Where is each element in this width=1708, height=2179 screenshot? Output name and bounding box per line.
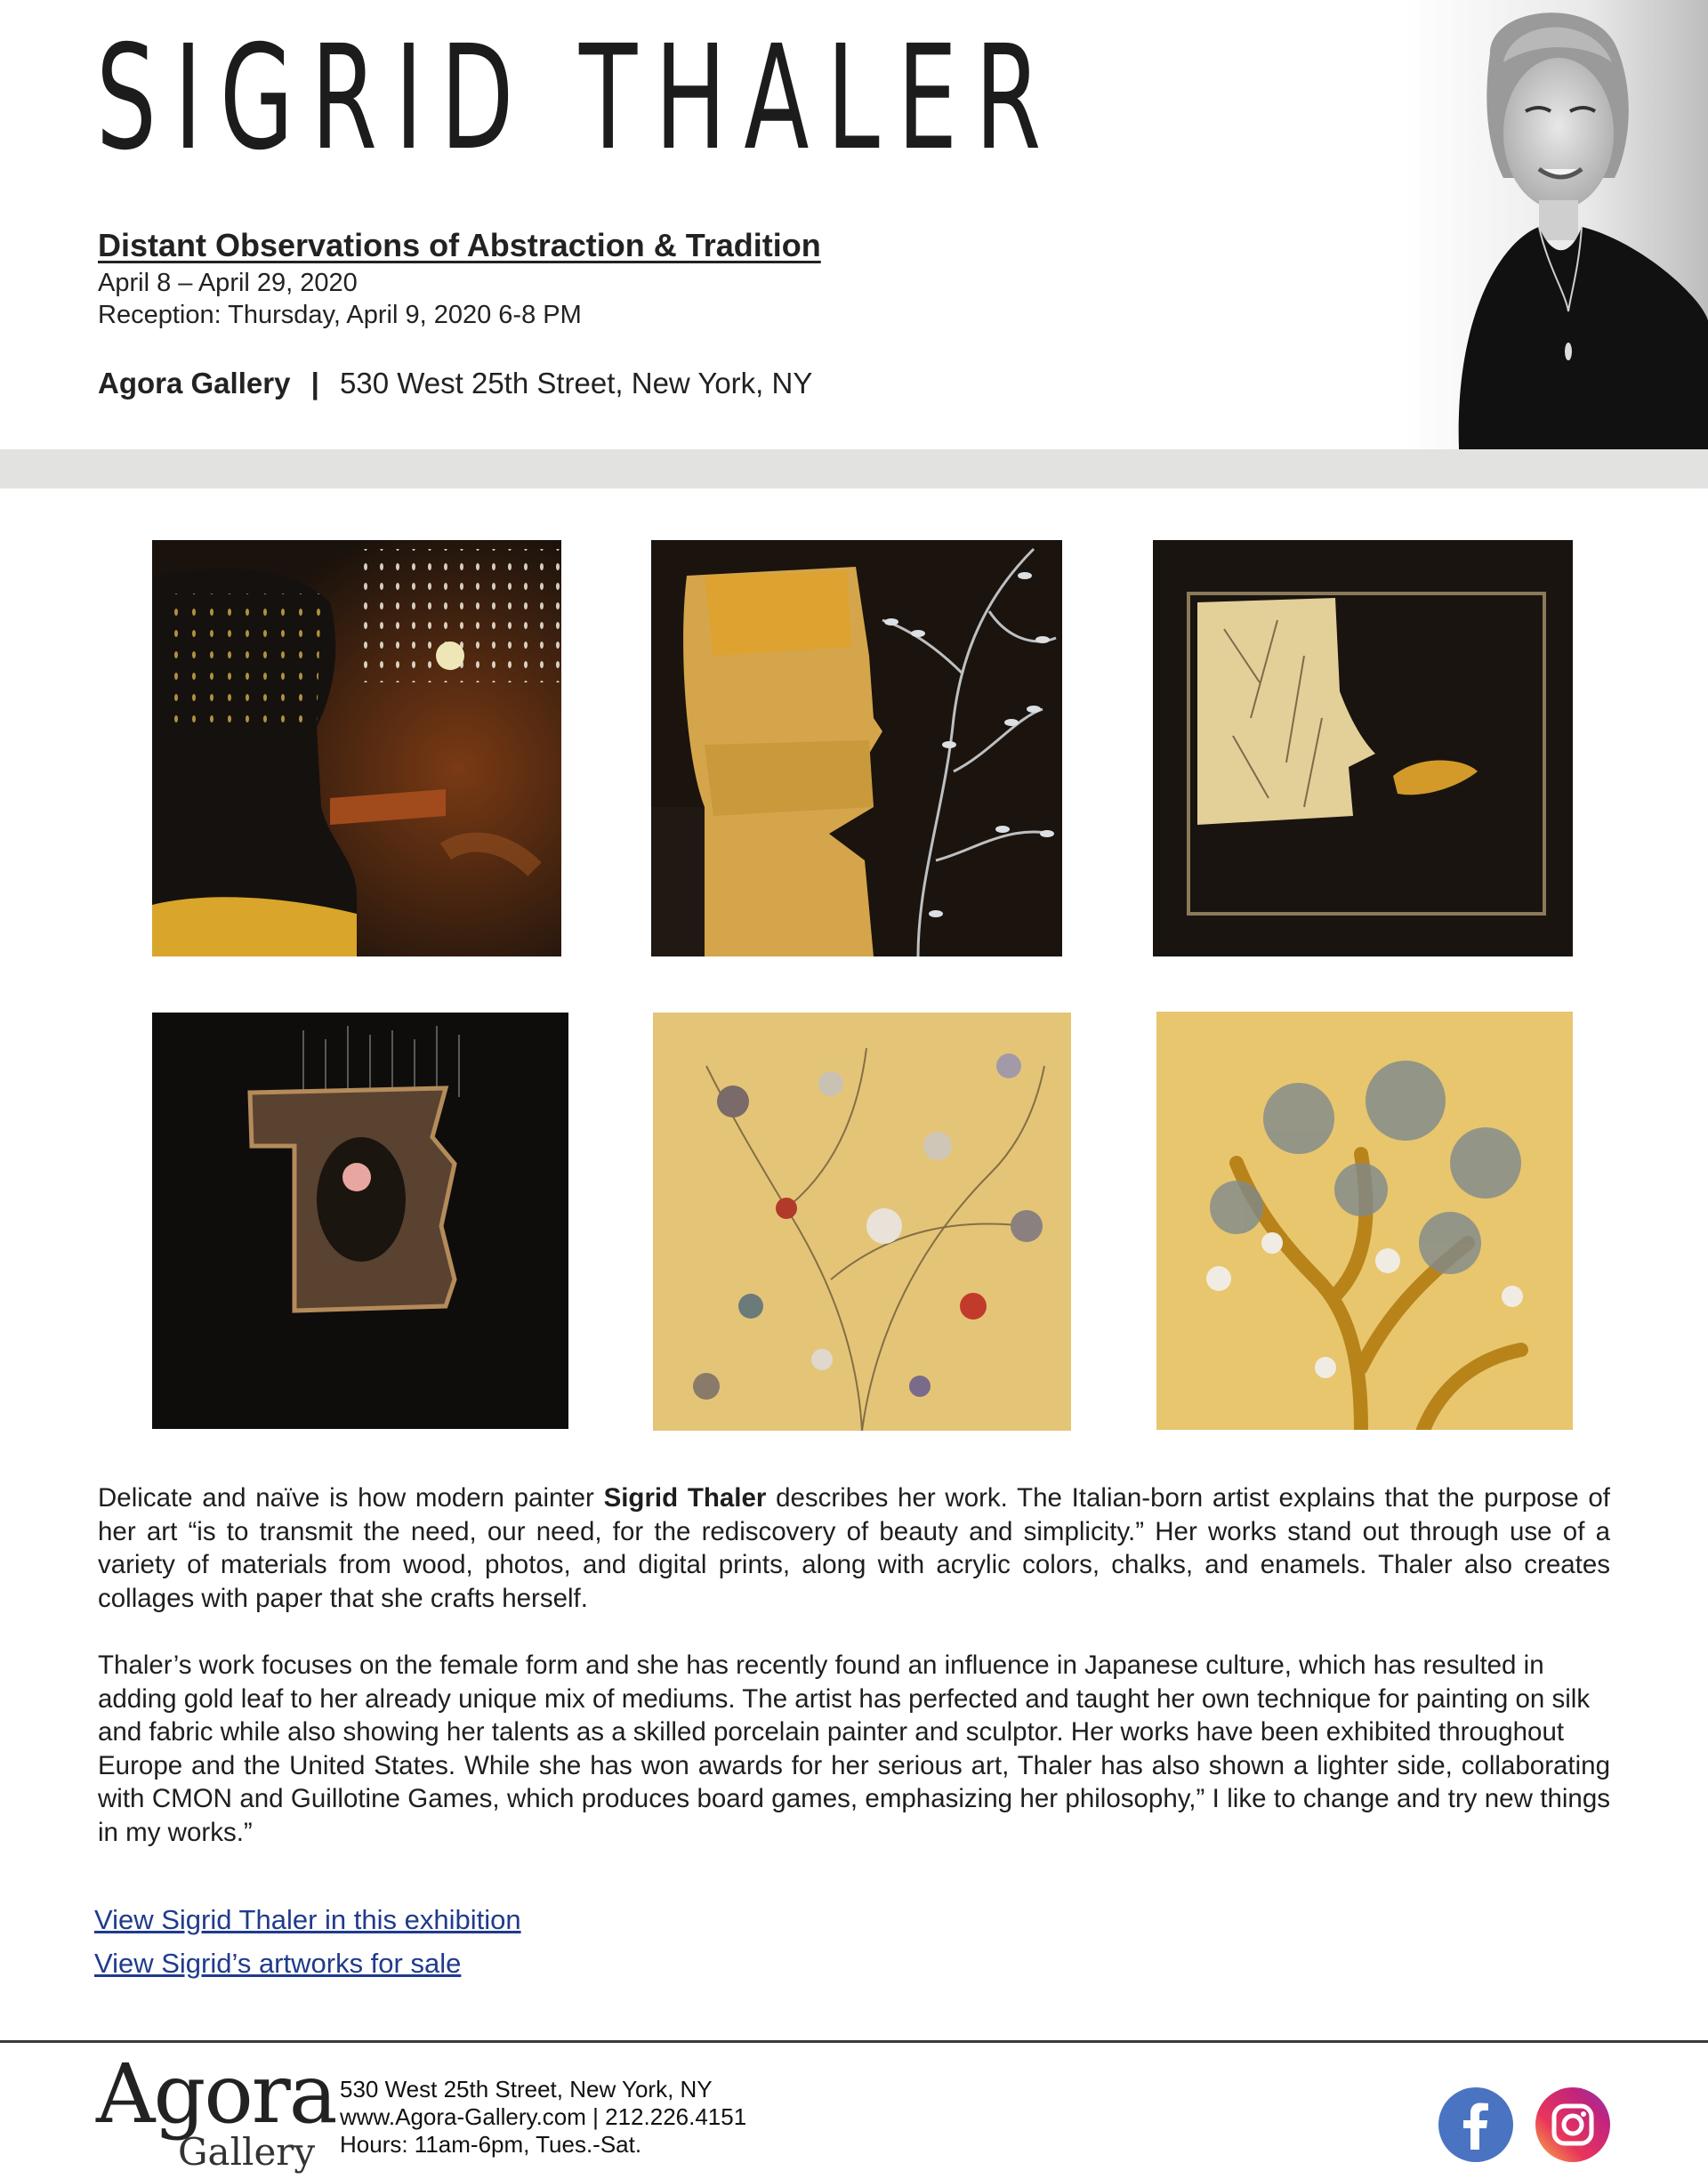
bio-artist-name: Sigrid Thaler (603, 1483, 767, 1513)
gold-leaf-tree-painting-icon (1156, 1012, 1573, 1430)
artwork-6 (1156, 1012, 1573, 1430)
profile-head-vines-painting-icon (651, 540, 1062, 956)
torn-paper-dark-painting-icon (152, 1013, 568, 1429)
header-divider-band (0, 449, 1708, 488)
instagram-icon[interactable] (1535, 2087, 1610, 2162)
footer-contact (340, 2076, 746, 2159)
facebook-icon[interactable] (1438, 2087, 1513, 2162)
footer-address: 530 West 25th Street, New York, NY (340, 2076, 713, 2102)
bio-intro-text: Delicate and naïve is how modern painter (98, 1483, 604, 1513)
agora-gallery-logo[interactable] (96, 2046, 336, 2176)
profile-head-gold-framed-painting-icon (1153, 540, 1573, 956)
artwork-2 (651, 540, 1062, 956)
exhibition-dates: April 8 – April 29, 2020 (98, 269, 358, 297)
artist-name-title: SIGRID THALER (96, 15, 1059, 182)
artist-biography (98, 1481, 1610, 1883)
artwork-3 (1153, 540, 1573, 956)
reception-info: Reception: Thursday, April 9, 2020 6-8 PM (98, 301, 582, 329)
exhibition-title: Distant Observations of Abstraction & Tradition (98, 227, 821, 263)
gold-leaf-floral-painting-icon (653, 1013, 1071, 1431)
footer-web-phone[interactable]: www.Agora-Gallery.com | 212.226.4151 (340, 2103, 747, 2130)
logo-word: Agora (96, 2046, 336, 2142)
artwork-4 (152, 1013, 568, 1429)
gallery-name: Agora Gallery (98, 367, 291, 399)
artwork-5 (653, 1013, 1071, 1431)
profile-head-dark-painting-icon (152, 540, 561, 956)
bio-paragraph-2 (98, 1649, 1610, 1849)
footer-divider (0, 2040, 1708, 2043)
bio-paragraph-2-part-2: Europe and the United States. While she has won awards for her serious art, Thaler has also shown a lighter side, collaborating with CMON and Guillotine Games, which produces board games, emphasizing her philosophy,” I like to change and try new things in my works.” (98, 1750, 1610, 1847)
venue-line (98, 367, 812, 400)
bio-intro-continuation: describes her work. The Italian-born artist explains that the purpose of her art “is to transmit the need, our need, for the rediscovery of beauty and simplicity.” Her works stand out through use of a variety of materials from wood, photos, and digital prints, along with acrylic colors, chalks, and enamels. Thaler also creates collages with paper that she crafts herself. (98, 1483, 1610, 1613)
view-artworks-for-sale-link[interactable]: View Sigrid’s artworks for sale (94, 1948, 462, 1979)
view-exhibition-link[interactable]: View Sigrid Thaler in this exhibition (94, 1904, 521, 1935)
artist-portrait (1406, 0, 1708, 449)
footer-hours: Hours: 11am-6pm, Tues.-Sat. (340, 2131, 642, 2158)
bio-paragraph-2-part-1: Thaler’s work focuses on the female form and she has recently found an influence in Japanese culture, which has resulted in adding gold leaf to her already unique mix of mediums. The artist has perfected and taught her own technique for painting on silk and fabric while also showing her talents as a skilled porcelain painter and sculptor. Her works have been exhibited throughout (98, 1650, 1591, 1747)
bio-paragraph-1 (98, 1481, 1610, 1615)
venue-separator: | (310, 367, 319, 399)
gallery-address: 530 West 25th Street, New York, NY (340, 367, 813, 399)
logo-subword: Gallery (178, 2130, 316, 2174)
artwork-1 (152, 540, 561, 956)
